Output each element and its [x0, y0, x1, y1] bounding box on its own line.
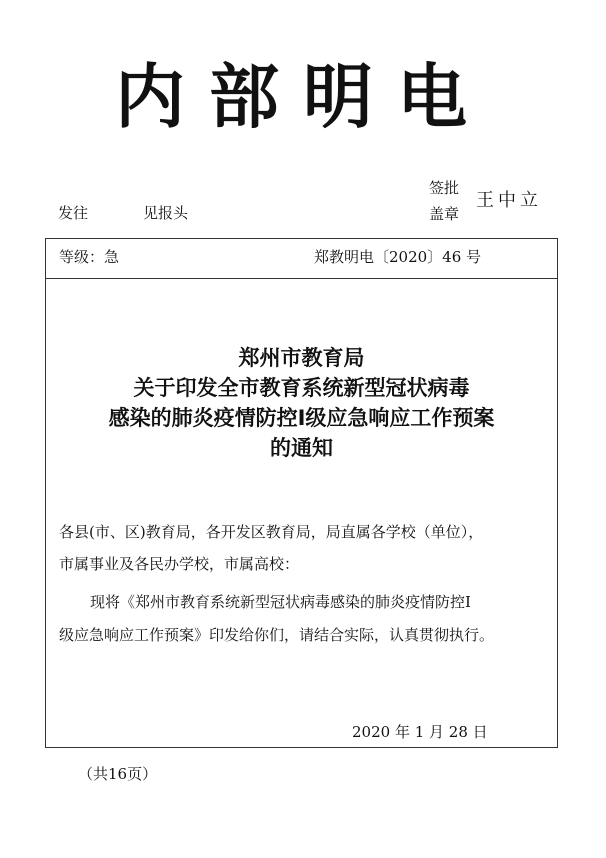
- body-line: 级应急响应工作预案》印发给你们，请结合实际，认真贯彻执行。: [59, 626, 495, 644]
- title-line: 的通知: [270, 436, 333, 460]
- issue-date: 2020 年 1 月 28 日: [352, 723, 488, 741]
- seal-label: 盖章: [429, 205, 460, 223]
- document-box: [45, 238, 558, 748]
- signer-name: 王中立: [476, 190, 542, 211]
- send-to-label: 发往: [58, 204, 89, 222]
- addressee-line: 市属事业及各民办学校，市属高校：: [59, 555, 300, 573]
- approve-label: 签批: [429, 179, 460, 197]
- addressee-line: 各县(市、区)教育局，各开发区教育局，局直属各学校（单位），: [59, 523, 484, 541]
- box-divider: [45, 278, 558, 279]
- title-line: 关于印发全市教育系统新型冠状病毒: [133, 376, 470, 400]
- document-title: [45, 343, 558, 463]
- send-to-value: 见报头: [143, 204, 189, 222]
- urgency-grade: 等级：急: [59, 248, 120, 266]
- body-line: 现将《郑州市教育系统新型冠状病毒感染的肺炎疫情防控Ⅰ: [90, 593, 471, 611]
- page-title: 内部明电: [115, 55, 491, 138]
- signature-labels: [429, 175, 459, 227]
- title-line: 郑州市教育局: [238, 346, 365, 370]
- page-count: （共16页）: [78, 765, 158, 783]
- title-line: 感染的肺炎疫情防控Ⅰ级应急响应工作预案: [108, 406, 495, 430]
- document-number: 郑教明电〔2020〕46 号: [314, 248, 482, 266]
